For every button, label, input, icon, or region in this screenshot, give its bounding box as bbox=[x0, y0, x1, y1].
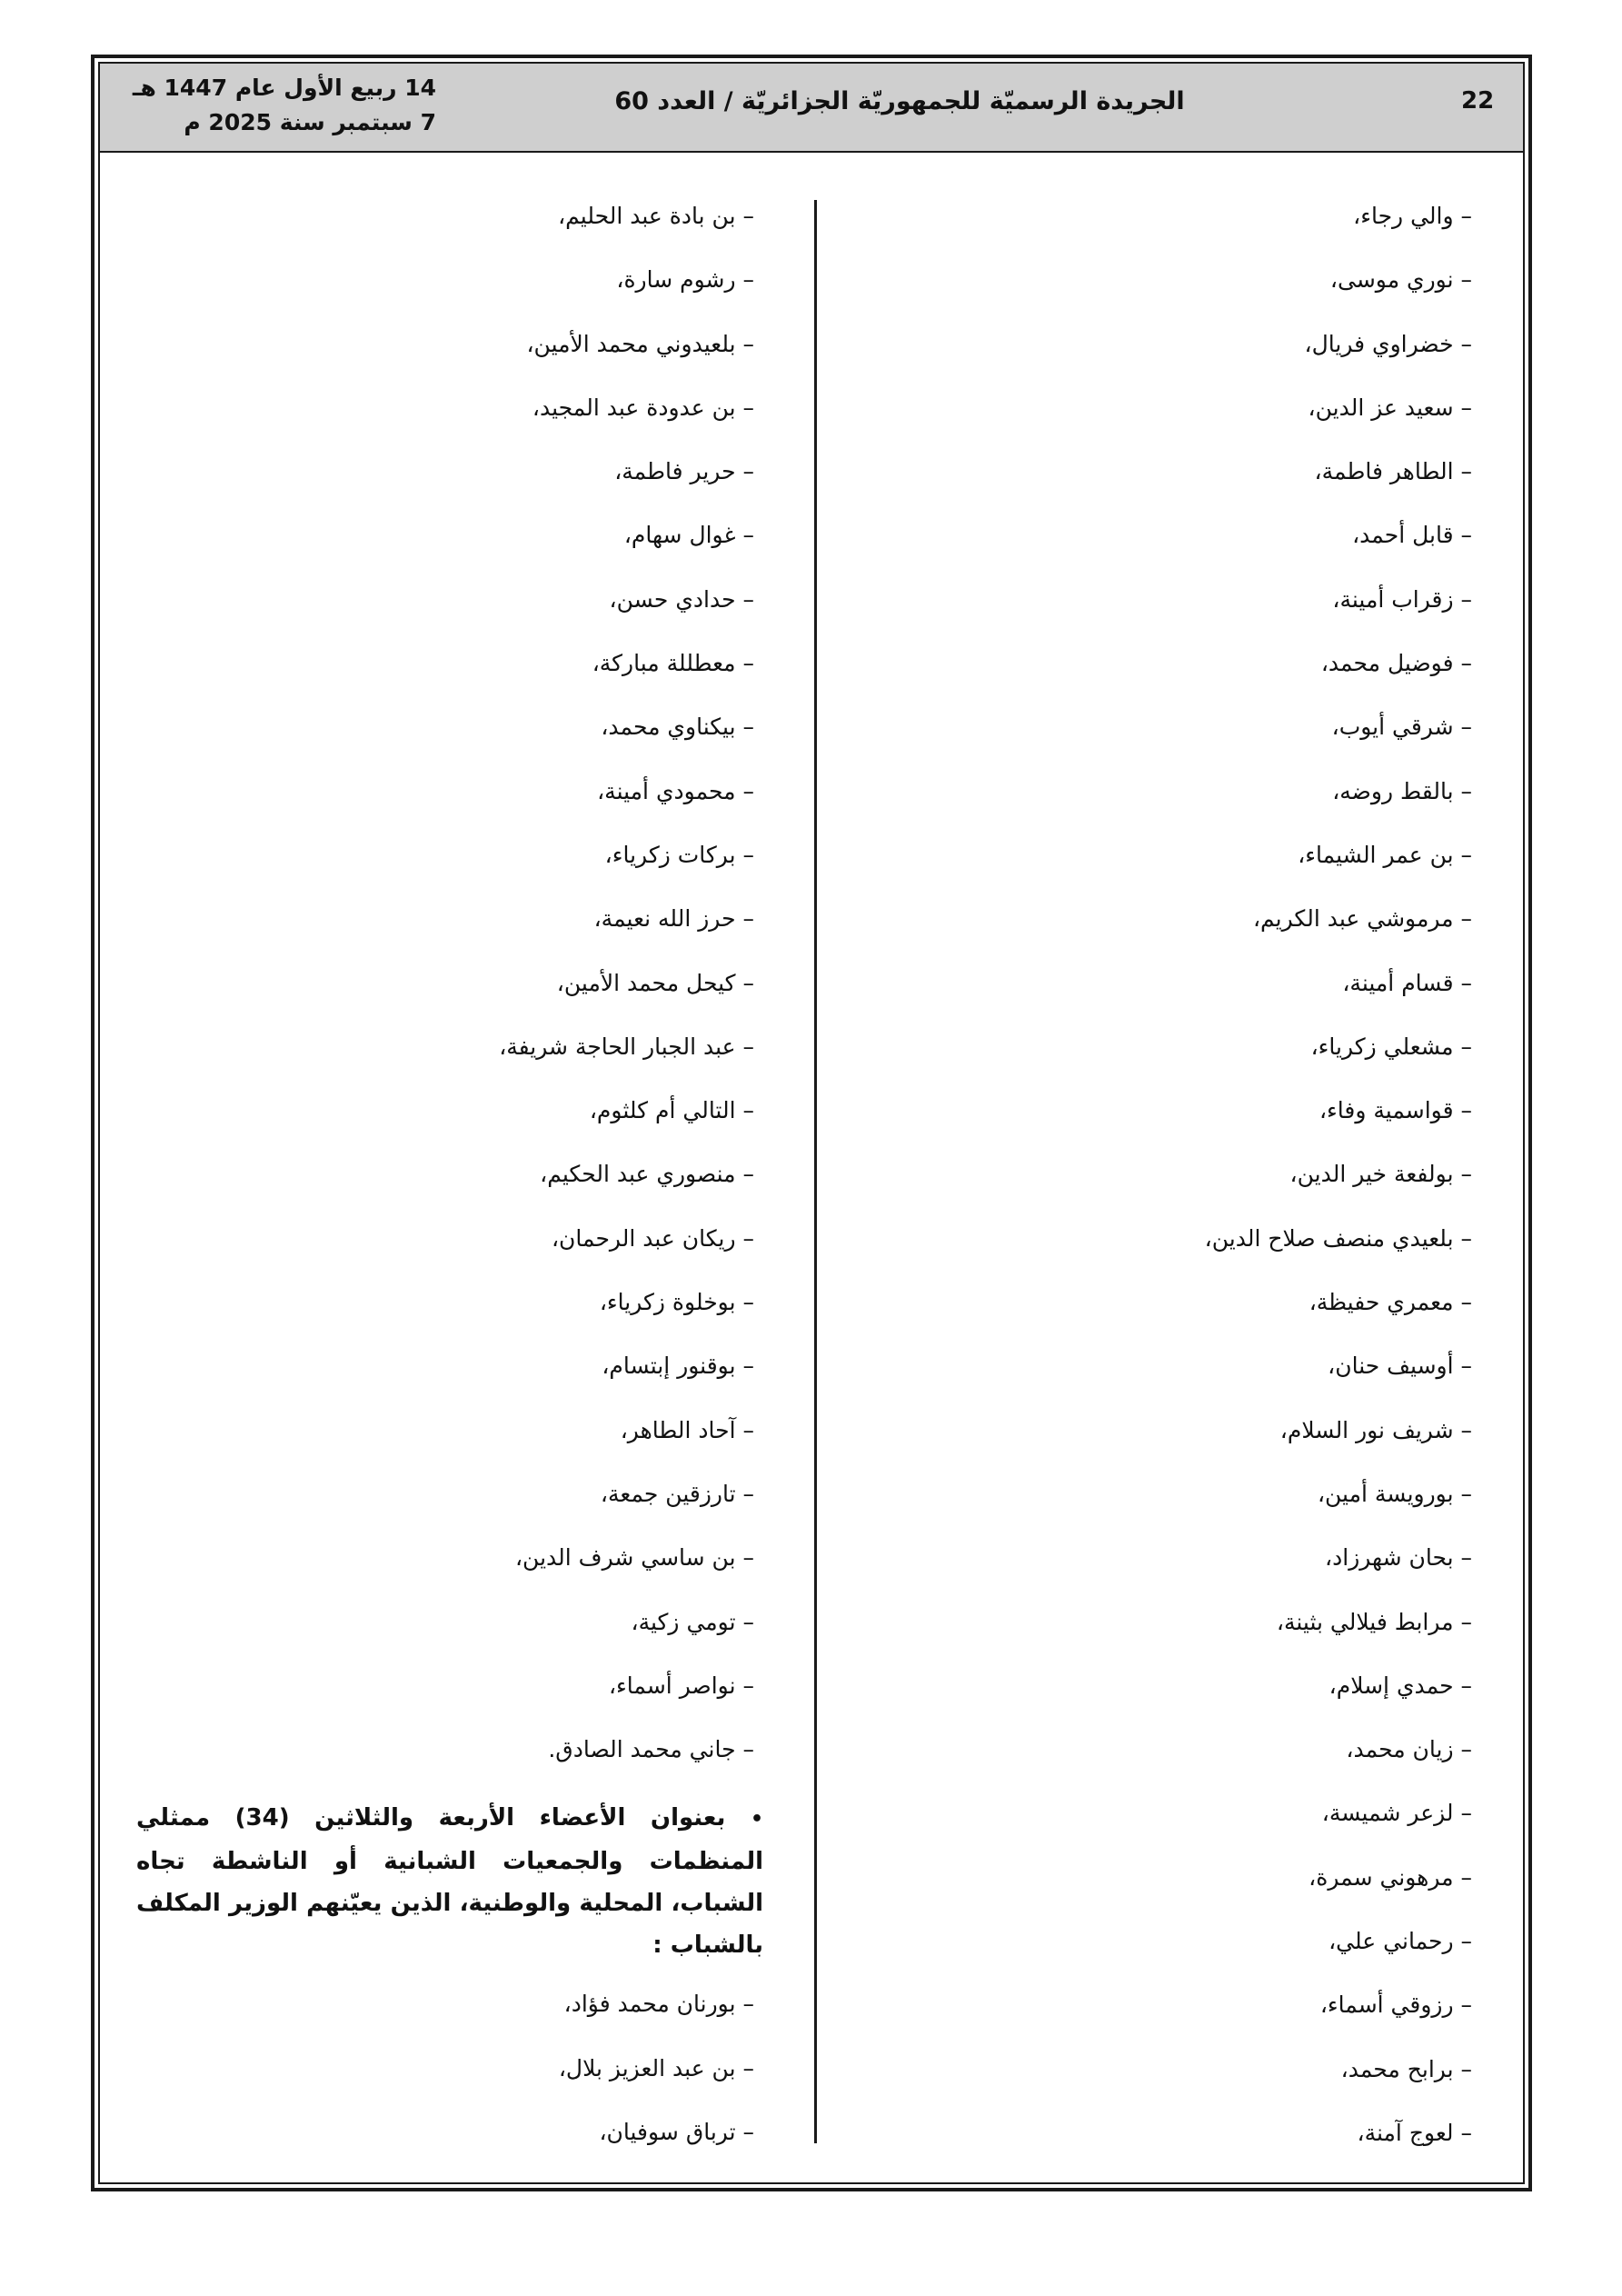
list-item: – حرير فاطمة، bbox=[614, 458, 754, 485]
gazette-title: الجريدة الرسميّة للجمهوريّة الجزائريّة / العدد 60 bbox=[614, 87, 1185, 115]
list-item: – كيحل محمد الأمين، bbox=[556, 969, 754, 996]
column-divider bbox=[814, 200, 817, 2143]
list-item: – بن ساسي شرف الدين، bbox=[514, 1544, 754, 1572]
header-dates bbox=[127, 71, 436, 140]
list-item: – قواسمية وفاء، bbox=[1318, 1097, 1472, 1124]
list-item: – نواصر أسماء، bbox=[608, 1672, 754, 1699]
bullet-icon: • bbox=[750, 1808, 763, 1832]
list-item: – منصوري عبد الحكيم، bbox=[540, 1161, 754, 1188]
list-item: – بلعيدي منصف صلاح الدين، bbox=[1204, 1224, 1472, 1252]
list-item: – معطللة مباركة، bbox=[592, 650, 754, 677]
list-item: – والي رجاء، bbox=[1353, 203, 1472, 229]
list-item: – خضراوي فريال، bbox=[1304, 330, 1472, 357]
list-item: – زيان محمد، bbox=[1346, 1736, 1472, 1763]
list-item: – محمودي أمينة، bbox=[597, 777, 754, 804]
list-item: – لزعر شميسة، bbox=[1321, 1800, 1472, 1827]
list-item: – بالقط روضه، bbox=[1332, 777, 1472, 804]
list-item: – بورويسة أمين، bbox=[1317, 1480, 1472, 1507]
list-item: – بحان شهرزاد، bbox=[1325, 1544, 1472, 1572]
list-item: – بورنان محمد فؤاد، bbox=[563, 1991, 754, 2018]
date-gregorian: 7 سبتمبر سنة 2025 م bbox=[184, 109, 436, 135]
list-item: – ترباق سوفيان، bbox=[599, 2119, 754, 2146]
list-item: – عبد الجبار الحاجة شريفة، bbox=[499, 1033, 754, 1060]
list-item: – شرقي أيوب، bbox=[1331, 714, 1472, 741]
list-item: – نوري موسى، bbox=[1329, 266, 1472, 294]
list-item: – لعوج آمنة، bbox=[1357, 2119, 1472, 2146]
list-item: – سعيد عز الدين، bbox=[1308, 394, 1472, 421]
left-name-list bbox=[136, 198, 754, 1795]
list-item: – قسام أمينة، bbox=[1342, 969, 1472, 996]
list-item: – بيكناوي محمد، bbox=[601, 714, 754, 741]
list-item: – برابح محمد، bbox=[1340, 2055, 1472, 2082]
list-item: – الطاهر فاطمة، bbox=[1314, 458, 1472, 485]
right-column bbox=[872, 198, 1472, 2179]
left-name-list-after-note bbox=[136, 1986, 754, 2178]
list-item: – قابل أحمد، bbox=[1352, 522, 1472, 549]
section-note bbox=[136, 1797, 763, 1966]
list-item: – رحماني علي، bbox=[1328, 1928, 1472, 1955]
list-item: – حمدي إسلام، bbox=[1328, 1672, 1472, 1699]
list-item: – رزوقي أسماء، bbox=[1319, 1992, 1472, 2019]
list-item: – حدادي حسن، bbox=[609, 585, 754, 613]
list-item: – تارزقين جمعة، bbox=[600, 1480, 754, 1507]
list-item: – آحاد الطاهر، bbox=[620, 1416, 754, 1443]
list-item: – بن عمر الشيماء، bbox=[1298, 841, 1472, 868]
list-item: – جاني محمد الصادق. bbox=[548, 1736, 754, 1763]
list-item: – مرموشي عبد الكريم، bbox=[1252, 905, 1472, 933]
page-number: 22 bbox=[1461, 87, 1495, 115]
list-item: – مرهوني سمرة، bbox=[1309, 1863, 1472, 1891]
list-item: – بركات زكرياء، bbox=[604, 841, 754, 868]
section-note-text: بعنوان الأعضاء الأربعة والثلاثين (34) ممثلي المنظمات والجمعيات الشبانية أو الناشطة تجاه الشباب، المحلية والوطنية، الذين يعيّنهم الوزير المكلف بالشباب : bbox=[136, 1804, 763, 1960]
list-item: – مرابط فيلالي بثينة، bbox=[1276, 1608, 1472, 1635]
list-item: – فوضيل محمد، bbox=[1320, 650, 1472, 677]
list-item: – معمري حفيظة، bbox=[1309, 1289, 1472, 1316]
list-item: – بلعيدوني محمد الأمين، bbox=[526, 330, 754, 357]
list-item: – ريكان عبد الرحمان، bbox=[551, 1224, 754, 1252]
list-item: – التالي أم كلثوم، bbox=[589, 1097, 754, 1124]
list-item: – زقراب أمينة، bbox=[1332, 585, 1472, 613]
list-item: – بولفعة خير الدين، bbox=[1289, 1161, 1472, 1188]
list-item: – بن بادة عبد الحليم، bbox=[558, 203, 754, 229]
list-item: – بوقنور إبتسام، bbox=[602, 1353, 754, 1380]
date-hijri: 14 ربيع الأول عام 1447 هـ bbox=[132, 75, 436, 101]
left-column bbox=[136, 198, 763, 2178]
list-item: – تومي زكية، bbox=[631, 1608, 754, 1635]
list-item: – رشوم سارة، bbox=[616, 266, 754, 294]
list-item: – غوال سهام، bbox=[623, 522, 754, 549]
list-item: – شريف نور السلام، bbox=[1279, 1416, 1472, 1443]
list-item: – مشعلي زكرياء، bbox=[1310, 1033, 1472, 1060]
list-item: – بوخلوة زكرياء، bbox=[599, 1289, 754, 1316]
list-item: – أوسيف حنان، bbox=[1328, 1353, 1472, 1380]
list-item: – حرز الله نعيمة، bbox=[593, 905, 754, 933]
list-item: – بن عبد العزيز بلال، bbox=[558, 2054, 754, 2081]
list-item: – بن عدودة عبد المجيد، bbox=[532, 394, 754, 421]
